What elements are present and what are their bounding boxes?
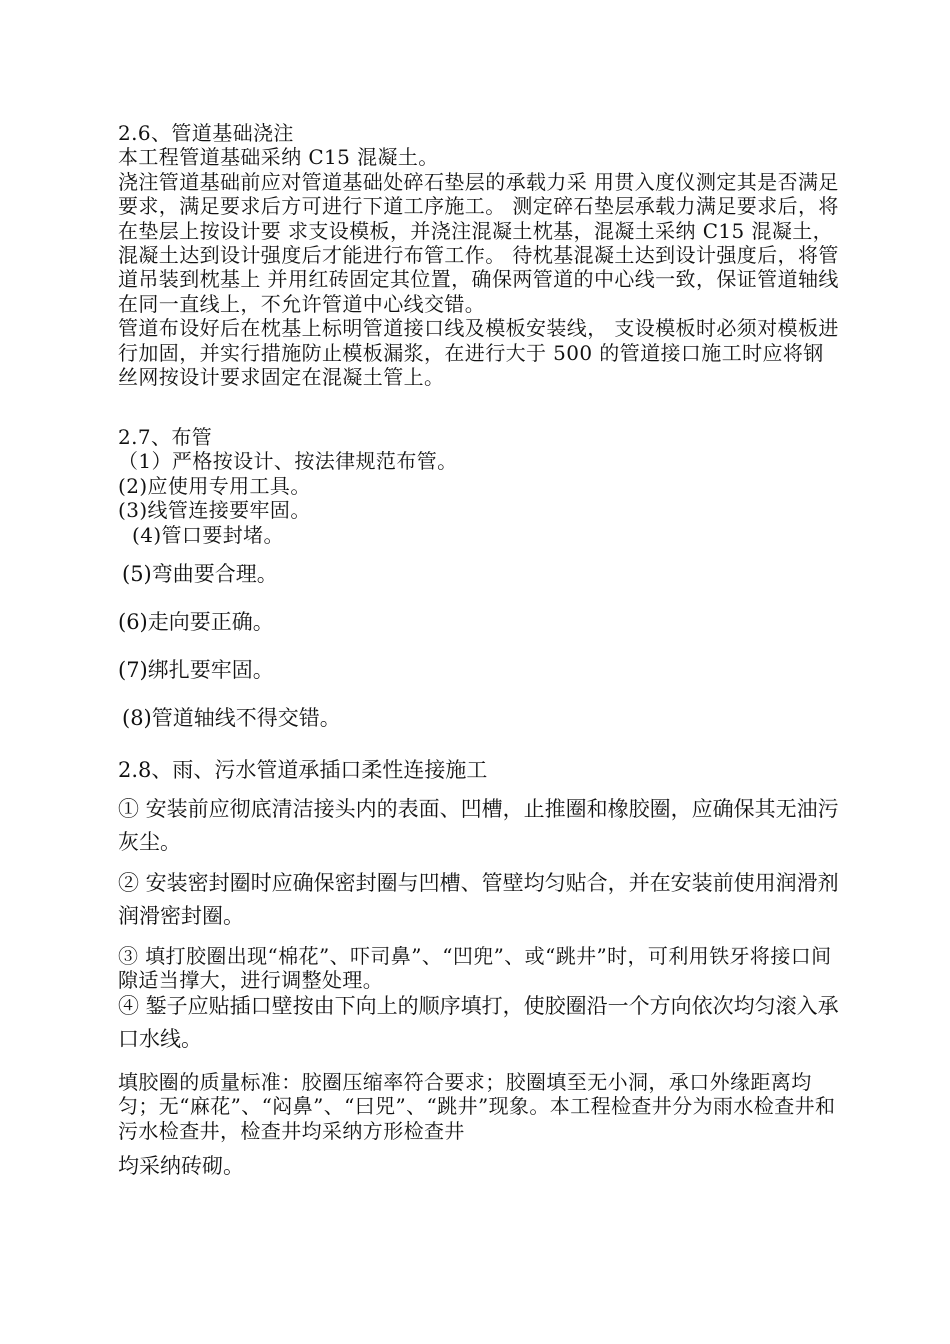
quality-standard bbox=[118, 1070, 840, 1143]
section-heading: 2.8、雨、污水管道承插口柔性连接施工 bbox=[118, 758, 488, 782]
section-2-7-list bbox=[118, 425, 840, 547]
list-item: (7)绑扎要牢固。 bbox=[118, 658, 274, 682]
list-item: (2)应使用专用工具。 bbox=[118, 473, 311, 498]
step-paragraph: ② 安装密封圈时应确保密封圈与凹槽、管壁均匀贴合，并在安装前使用润滑剂润滑密封圈。 bbox=[118, 871, 839, 928]
list-item: (4)管口要封堵。 bbox=[132, 522, 284, 547]
section-2-6 bbox=[118, 121, 840, 389]
step-paragraph: ④ 錾子应贴插口壁按由下向上的顺序填打，使胶圈沿一个方向依次均匀滚入承口水线。 bbox=[118, 994, 839, 1051]
section-heading: 2.6、管道基础浇注 bbox=[118, 121, 294, 145]
step-paragraph: ① 安装前应彻底清洁接头内的表面、凹槽，止推圈和橡胶圈，应确保其无油污灰尘。 bbox=[118, 797, 839, 854]
list-item: (6)走向要正确。 bbox=[118, 610, 274, 634]
step-block bbox=[118, 944, 840, 993]
list-item: (8)管道轴线不得交错。 bbox=[122, 706, 341, 730]
paragraph: 管道布设好后在枕基上标明管道接口线及模板安装线， 支设模板时必须对模板进行加固，并实行措施防止模板漏浆，在进行大于 500 的管道接口施工时应将钢丝网按设计要求固定在混凝土管上。 bbox=[118, 316, 839, 390]
paragraph: 填胶圈的质量标准：胶圈压缩率符合要求；胶圈填至无小洞，承口外缘距离均匀；无“麻花”、“闷鼻”、“曰兕”、“跳井”现象。本工程检查井分为雨水检查井和污水检查井，检查井均采纳方形检查井 bbox=[118, 1070, 836, 1143]
paragraph: 浇注管道基础前应对管道基础处碎石垫层的承载力采 用贯入度仪测定其是否满足要求，满足要求后方可进行下道工序施工。 测定碎石垫层承载力满足要求后，将在垫层上按设计要 求支设模板，并浇注混凝土枕基，混凝土采纳 C15 混凝土，混凝土达到设计强度后才能进行布管工作。 待枕基混凝土达到设计强度后，将管道吊装到枕基上 并用红砖固定其位置，确保两管道的中心线一致，保证管道轴线在同一直线上，不允许管道中心线交错。 bbox=[118, 169, 839, 316]
section-heading: 2.7、布管 bbox=[118, 425, 213, 449]
paragraph: 均采纳砖砌。 bbox=[118, 1154, 244, 1178]
paragraph: 本工程管道基础采纳 C15 混凝土。 bbox=[118, 145, 439, 170]
list-item: （1）严格按设计、按法律规范布管。 bbox=[118, 449, 458, 474]
list-item: (5)弯曲要合理。 bbox=[122, 562, 278, 586]
step-paragraph: ③ 填打胶圈出现“棉花”、吓司鼻”、“凹兜”、或“跳井”时，可利用铁牙将接口间隙适当撑大，进行调整处理。 bbox=[118, 944, 832, 993]
list-item: (3)线管连接要牢固。 bbox=[118, 498, 311, 523]
